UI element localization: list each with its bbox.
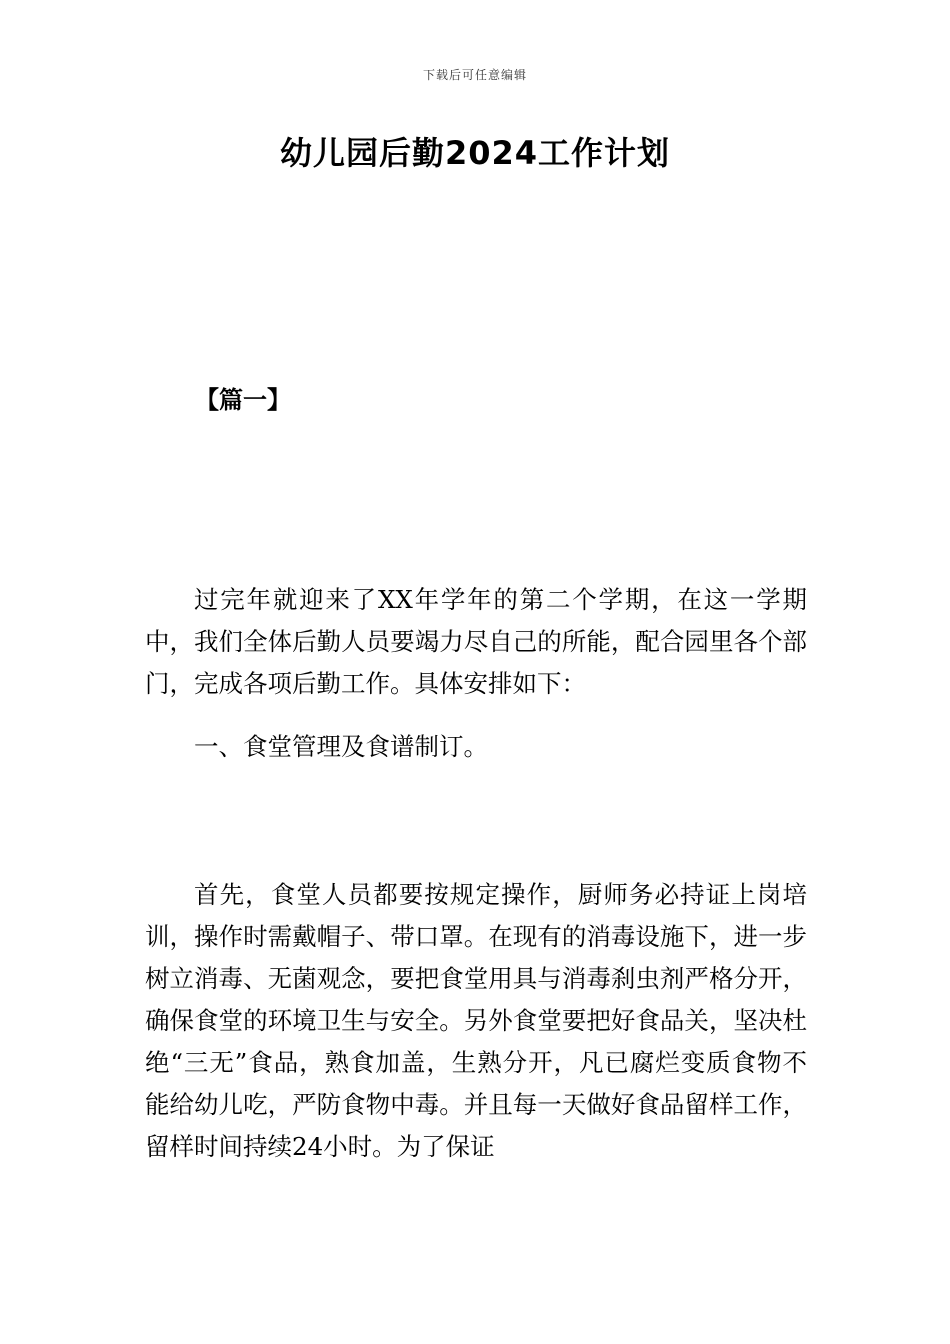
intro-paragraph: 过完年就迎来了XX年学年的第二个学期，在这一学期中，我们全体后勤人员要竭力尽自己的所能，配合园里各个部门，完成各项后勤工作。具体安排如下： — [145, 585, 807, 698]
section-label: 【篇一】 — [195, 386, 291, 414]
document-title: 幼儿园后勤2024工作计划 — [279, 134, 671, 172]
body-paragraph: 首先，食堂人员都要按规定操作，厨师务必持证上岗培训，操作时需戴帽子、带口罩。在现有的消毒设施下，进一步树立消毒、无菌观念，要把食堂用具与消毒刹虫剂严格分开，确保食堂的环境卫生与安全。另外食堂要把好食品关，坚决杜绝“三无”食品，熟食加盖，生熟分开，凡已腐烂变质食物不能给幼儿吃，严防食物中毒。并且每一天做好食品留样工作，留样时间持续24小时。为了保证 — [145, 880, 807, 1161]
section-heading-canteen: 一、食堂管理及食谱制订。 — [194, 732, 488, 761]
header-note: 下载后可任意编辑 — [422, 68, 527, 82]
